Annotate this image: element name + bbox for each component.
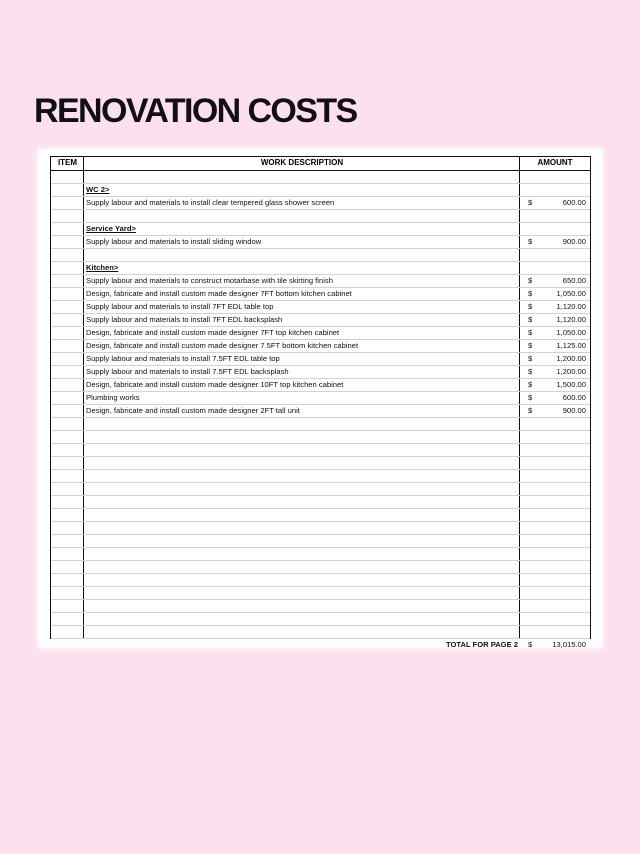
work-description: Supply labour and materials to install 7FT EDL backsplash xyxy=(86,315,283,324)
currency-symbol: $ xyxy=(528,328,533,337)
work-description: Design, fabricate and install custom made designer 7FT bottom kitchen cabinet xyxy=(86,289,352,298)
table-row xyxy=(51,405,590,418)
header-item: ITEM xyxy=(57,158,78,167)
table-row xyxy=(51,327,590,340)
currency-symbol: $ xyxy=(528,276,533,285)
table-row xyxy=(51,379,590,392)
work-description: Supply labour and materials to install 7FT EDL table top xyxy=(86,302,274,311)
total-amount: 13,015.00 xyxy=(552,640,586,649)
currency-symbol: $ xyxy=(528,354,533,363)
amount-value: 650.00 xyxy=(562,276,586,285)
table-row xyxy=(51,392,590,405)
table-row xyxy=(51,366,590,379)
blank-row xyxy=(51,509,590,522)
table-row xyxy=(51,197,590,210)
table-row xyxy=(51,353,590,366)
blank-row xyxy=(51,444,590,457)
work-description: Supply labour and materials to install sliding window xyxy=(86,237,262,246)
blank-row xyxy=(51,600,590,613)
work-description: Supply labour and materials to construct motarbase with tile skirting finish xyxy=(86,276,333,285)
currency-symbol: $ xyxy=(528,289,533,298)
blank-row xyxy=(51,483,590,496)
blank-row xyxy=(51,626,590,639)
table-row xyxy=(51,314,590,327)
blank-row xyxy=(51,561,590,574)
amount-value: 1,120.00 xyxy=(556,315,586,324)
work-description: Design, fabricate and install custom made designer 7.5FT bottom kitchen cabinet xyxy=(86,341,359,350)
currency-symbol: $ xyxy=(528,302,533,311)
section-heading: WC 2> xyxy=(86,185,110,194)
blank-row xyxy=(51,431,590,444)
currency-symbol: $ xyxy=(528,393,533,402)
blank-row xyxy=(51,210,590,223)
amount-value: 1,200.00 xyxy=(556,354,586,363)
currency-symbol: $ xyxy=(528,237,533,246)
amount-value: 1,050.00 xyxy=(556,328,586,337)
blank-row xyxy=(51,548,590,561)
amount-value: 1,200.00 xyxy=(556,367,586,376)
blank-row xyxy=(51,249,590,262)
blank-row xyxy=(51,535,590,548)
currency-symbol: $ xyxy=(528,341,533,350)
section-heading: Service Yard> xyxy=(86,224,136,233)
blank-row xyxy=(51,418,590,431)
total-label: TOTAL FOR PAGE 2 xyxy=(445,640,518,649)
header-amount: AMOUNT xyxy=(537,158,573,167)
amount-value: 1,120.00 xyxy=(556,302,586,311)
currency-symbol: $ xyxy=(528,198,533,207)
blank-row xyxy=(51,613,590,626)
blank-row xyxy=(51,171,590,184)
amount-value: 1,500.00 xyxy=(556,380,586,389)
page-title: RENOVATION COSTS xyxy=(34,92,357,130)
table-row xyxy=(51,236,590,249)
amount-value: 900.00 xyxy=(562,237,586,246)
amount-value: 900.00 xyxy=(562,406,586,415)
section-row xyxy=(51,223,590,236)
table-row xyxy=(51,301,590,314)
blank-row xyxy=(51,457,590,470)
section-row xyxy=(51,184,590,197)
work-description: Design, fabricate and install custom made designer 7FT top kitchen cabinet xyxy=(86,328,340,337)
blank-row xyxy=(51,574,590,587)
currency-symbol: $ xyxy=(528,380,533,389)
amount-value: 600.00 xyxy=(562,198,586,207)
amount-value: 600.00 xyxy=(562,393,586,402)
work-description: Supply labour and materials to install 7.5FT EDL table top xyxy=(86,354,280,363)
currency-symbol: $ xyxy=(528,315,533,324)
table-row xyxy=(51,288,590,301)
work-description: Supply labour and materials to install clear tempered glass shower screen xyxy=(86,198,335,207)
work-description: Design, fabricate and install custom made designer 10FT top kitchen cabinet xyxy=(86,380,344,389)
cost-sheet xyxy=(38,149,603,648)
section-heading: Kitchen> xyxy=(86,263,119,272)
work-description: Design, fabricate and install custom made designer 2FT tall unit xyxy=(86,406,300,415)
amount-value: 1,050.00 xyxy=(556,289,586,298)
table-row xyxy=(51,340,590,353)
currency-symbol: $ xyxy=(528,640,533,649)
total-row xyxy=(51,639,590,652)
blank-row xyxy=(51,522,590,535)
work-description: Supply labour and materials to install 7.5FT EDL backsplash xyxy=(86,367,289,376)
amount-value: 1,125.00 xyxy=(556,341,586,350)
blank-row xyxy=(51,496,590,509)
blank-row xyxy=(51,587,590,600)
currency-symbol: $ xyxy=(528,406,533,415)
cost-table xyxy=(50,156,591,649)
table-row xyxy=(51,275,590,288)
section-row xyxy=(51,262,590,275)
blank-row xyxy=(51,470,590,483)
header-work-description: WORK DESCRIPTION xyxy=(260,158,344,167)
work-description: Plumbing works xyxy=(86,393,140,402)
currency-symbol: $ xyxy=(528,367,533,376)
